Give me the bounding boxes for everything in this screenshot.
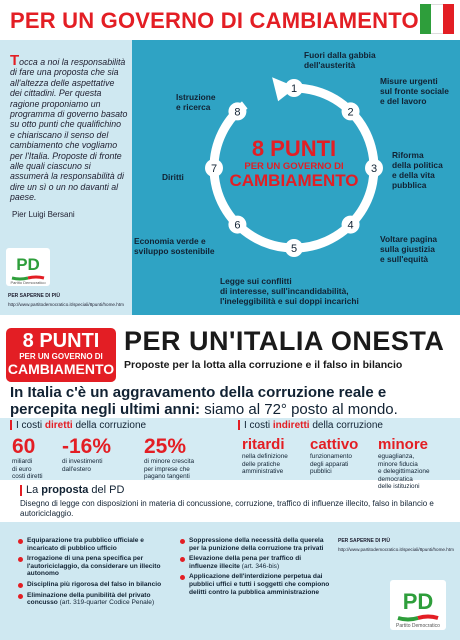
point-number-3: 3 (370, 163, 378, 175)
page-title: PER UN GOVERNO DI CAMBIAMENTO (10, 8, 419, 33)
eight-points-badge (6, 328, 116, 382)
proposal-1-item: Equiparazione tra pubblico ufficiale e incaricato di pubblico ufficio (18, 537, 166, 552)
point-number-6: 6 (234, 219, 241, 232)
signature: Pier Luigi Bersani (12, 210, 75, 219)
point-number-8: 8 (234, 106, 241, 119)
point-number-7: 7 (210, 163, 218, 175)
stat-direct-3: 25% di minore crescita per imprese che pagano tangenti (144, 435, 195, 480)
situation-bold: In Italia c'è un aggravamento della corruzione reale e percepita negli ultimi anni: (10, 384, 387, 418)
point-label-6: Economia verde e sviluppo sostenibile (134, 236, 215, 256)
more-info-label-2: PER SAPERNE DI PIÙ (338, 538, 390, 544)
direct-costs (10, 420, 146, 431)
situation-statement (10, 384, 450, 418)
more-info-link[interactable]: http://www.partitodemocratico.it/speciali/8punti/home.htm (8, 302, 124, 307)
point-number-4: 4 (347, 219, 354, 232)
point-label-4: Voltare pagina sulla giustizia e sull'equità (380, 234, 438, 264)
intro-text (10, 52, 128, 203)
indirect-costs-heading: I costi indiretti della corruzione (238, 420, 383, 431)
point-label-5: Legge sui conflitti di interesse, sull'incandidabilità, l'ineleggibilità e sui doppi incarichi (220, 276, 359, 306)
pd-logo-letters: PD (16, 255, 40, 274)
proposal-2-item: Applicazione dell'interdizione perpetua dai pubblici uffici e tutti i soggetti che compiono delitti contro la pubblica amministrazione (180, 573, 330, 596)
dropcap: T (10, 52, 20, 69)
eight-points-wheel (132, 40, 460, 315)
italian-flag-icon (420, 4, 454, 34)
header-banner (0, 0, 460, 40)
pd-logo-2-letters: PD (402, 589, 434, 614)
point-label-8: Istruzione e ricerca (176, 92, 216, 112)
indirect-costs (238, 420, 383, 431)
section-title: PER UN'ITALIA ONESTA (124, 326, 445, 356)
stat-indirect-3: minore eguaglianza, minore fiducia e delegittimazione democratica delle istituzioni (378, 436, 430, 490)
proposal-2-item: Soppressione della necessità della querela per la punizione della corruzione tra privati (180, 537, 330, 552)
badge-line2: PER UN GOVERNO DI (19, 352, 103, 361)
pd-logo-2 (390, 580, 446, 630)
point-label-3: Riforma della politica e della vita pubblica (392, 150, 443, 190)
more-info-label: PER SAPERNE DI PIÙ (8, 293, 60, 299)
point-label-7: Diritti (162, 172, 184, 182)
situation-tail: siamo al 72° posto al mondo. (200, 401, 398, 418)
proposal-list-2 (180, 537, 330, 599)
more-info-link-2[interactable]: http://www.partitodemocratico.it/speciali/8punti/home.htm (338, 547, 454, 552)
pd-logo-2-caption: Partito Democratico (396, 623, 440, 629)
section-subtitle: Proposte per la lotta alla corruzione e il falso in bilancio (124, 359, 403, 371)
pd-logo-caption: Partito Democratico (10, 280, 46, 285)
point-label-1: Fuori dalla gabbia dell'austerità (304, 50, 376, 70)
point-number-5: 5 (290, 243, 298, 255)
proposal-description: Disegno di legge con disposizioni in materia di concussione, corruzione, traffico di influenze illecito, falso in bilancio e autoriciclaggio. (20, 499, 434, 518)
point-label-2: Misure urgenti sul fronte sociale e del lavoro (380, 76, 449, 106)
proposal-1-item: Disciplina più rigorosa del falso in bilancio (18, 581, 166, 589)
badge-line3: CAMBIAMENTO (7, 361, 115, 377)
point-number-2: 2 (347, 106, 354, 119)
center-title-2: CAMBIAMENTO (229, 171, 359, 190)
stat-indirect-2: cattivo funzionamento degli apparati pubblici (310, 436, 359, 475)
point-number-1: 1 (290, 83, 298, 95)
proposal-1-item: Irrogazione di una pena specifica per l'autoriciclaggio, da considerare un illecito autonomo (18, 555, 166, 578)
center-subtitle: PER UN GOVERNO DI (244, 161, 344, 172)
pd-logo (6, 248, 50, 286)
center-title: 8 PUNTI (251, 136, 337, 161)
proposal-2-item: Elevazione della pena per traffico di influenze illecite (art. 346-bis) (180, 555, 330, 570)
intro-body: occa a noi la responsabilità di fare una proposta che sia all'altezza delle aspettative dei cittadini. Per questa ragione proponiamo un programma di governo basato su otto punti che qualifichino e chiariscano il senso del cambiamento che vogliamo per l'Italia. Proposte di fronte alle quali ciascuno si assumerà la responsabilità di dire un sì o un no davanti al paese. (10, 57, 128, 203)
proposal-list-1 (18, 537, 166, 610)
proposal-heading: La proposta del PD (20, 484, 124, 496)
badge-line1: 8 PUNTI (22, 330, 100, 352)
proposal-1-item: Eliminazione della punibilità del privato concusso (art. 319-quarter Codice Penale) (18, 592, 166, 607)
stat-indirect-1: ritardi nella definizione delle pratiche amministrative (242, 436, 288, 475)
direct-costs-heading: I costi diretti della corruzione (10, 420, 146, 431)
stat-direct-2: -16% di investimenti dall'estero (62, 435, 112, 473)
stat-direct-1: 60 miliardi di euro costi diretti (12, 435, 43, 480)
